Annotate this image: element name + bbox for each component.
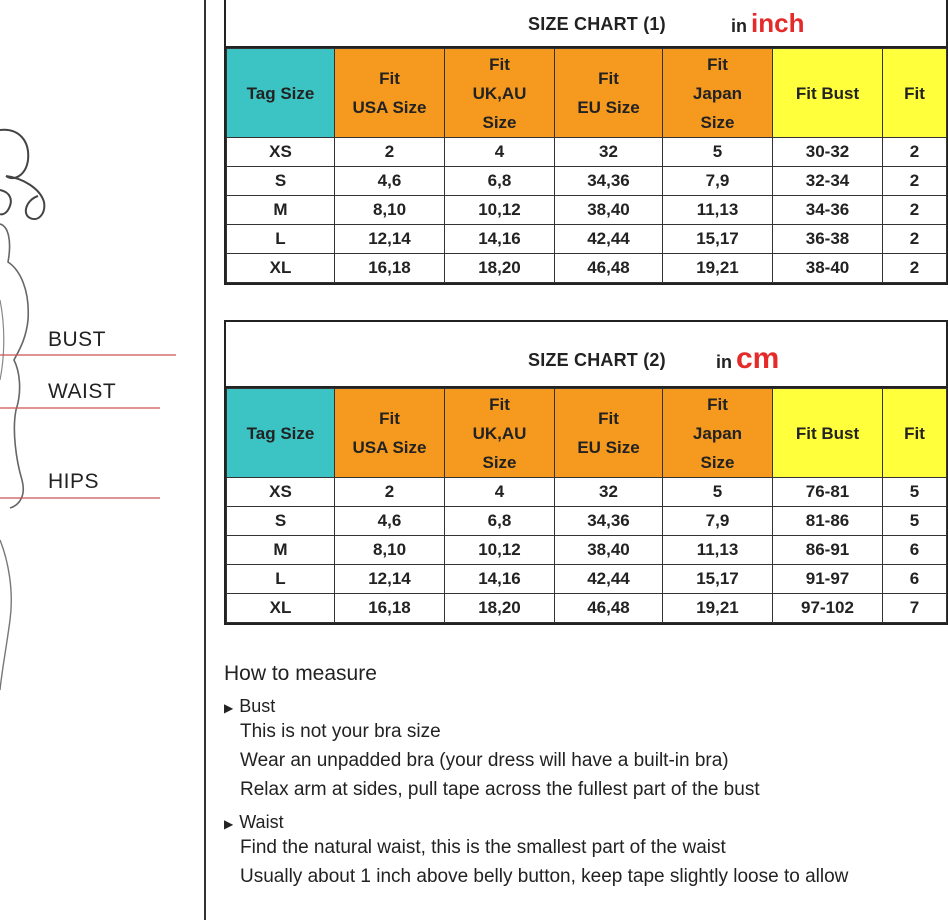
hips-label: HIPS — [48, 470, 100, 493]
table-cell: 12,14 — [335, 225, 445, 254]
table-cell: 5 — [663, 478, 773, 507]
table-cell: 2 — [335, 138, 445, 167]
column-header — [335, 49, 445, 138]
table-cell: 14,16 — [445, 225, 555, 254]
column-header-line: Fit — [707, 394, 728, 414]
table-cell: 2 — [883, 254, 947, 283]
table-cell: 4 — [445, 138, 555, 167]
chart-title: SIZE CHART (2) — [528, 350, 666, 370]
table-cell: 32 — [555, 138, 663, 167]
size-table — [226, 388, 947, 623]
table-row — [227, 196, 947, 225]
table-cell: 46,48 — [555, 254, 663, 283]
column-header-line: UK,AU — [472, 83, 527, 103]
table-cell: 6,8 — [445, 507, 555, 536]
header-row — [227, 49, 947, 138]
waist-bullet-label: Waist — [239, 812, 284, 832]
table-cell: 32-34 — [773, 167, 883, 196]
column-header — [555, 389, 663, 478]
bust-label: BUST — [48, 328, 107, 351]
how-to-measure-section — [224, 662, 924, 891]
table-cell: S — [227, 507, 335, 536]
table-cell: 18,20 — [445, 594, 555, 623]
table-cell: 30-32 — [773, 138, 883, 167]
column-header — [227, 49, 335, 138]
table-cell: 6 — [883, 565, 947, 594]
table-cell: 6 — [883, 536, 947, 565]
table-cell: 4 — [445, 478, 555, 507]
table-cell: 76-81 — [773, 478, 883, 507]
table-row — [227, 225, 947, 254]
column-header-line: Fit — [904, 423, 925, 443]
table-cell: 38,40 — [555, 536, 663, 565]
column-header-line: Tag Size — [246, 423, 315, 443]
column-header-line: Fit Bust — [795, 83, 860, 103]
how-to-measure-heading: How to measure — [224, 662, 377, 685]
column-header — [773, 49, 883, 138]
size-chart-cm — [224, 320, 948, 625]
chart-title-row — [226, 0, 946, 48]
chart-title-row — [226, 322, 946, 388]
bust-line: This is not your bra size — [240, 721, 441, 742]
column-header-line: Fit — [598, 409, 619, 428]
size-table — [226, 48, 947, 283]
table-cell: 4,6 — [335, 507, 445, 536]
table-cell: 34-36 — [773, 196, 883, 225]
table-cell: 2 — [883, 196, 947, 225]
table-cell: XL — [227, 254, 335, 283]
table-row — [227, 167, 947, 196]
unit-prefix: in — [731, 16, 747, 36]
column-header-line: USA Size — [352, 438, 427, 457]
column-header — [227, 389, 335, 478]
bust-bullet — [224, 696, 924, 717]
table-cell: 2 — [883, 167, 947, 196]
table-cell: 15,17 — [663, 565, 773, 594]
column-header — [445, 49, 555, 138]
table-row — [227, 138, 947, 167]
column-header — [445, 389, 555, 478]
table-cell: 81-86 — [773, 507, 883, 536]
table-cell: 42,44 — [555, 225, 663, 254]
table-cell: 10,12 — [445, 536, 555, 565]
table-cell: 8,10 — [335, 536, 445, 565]
body-figure-illustration — [0, 0, 205, 920]
table-cell: 32 — [555, 478, 663, 507]
chart-title: SIZE CHART (1) — [528, 14, 666, 34]
table-row — [227, 478, 947, 507]
table-cell: S — [227, 167, 335, 196]
table-cell: M — [227, 196, 335, 225]
table-cell: XL — [227, 594, 335, 623]
bust-line: Wear an unpadded bra (your dress will have a built-in bra) — [240, 750, 729, 771]
table-cell: 34,36 — [555, 507, 663, 536]
column-header — [335, 389, 445, 478]
column-header-line: Fit — [707, 54, 728, 74]
table-row — [227, 536, 947, 565]
table-cell: 7,9 — [663, 167, 773, 196]
table-cell: 38,40 — [555, 196, 663, 225]
table-cell: XS — [227, 138, 335, 167]
column-header — [663, 49, 773, 138]
table-cell: 36-38 — [773, 225, 883, 254]
column-header-line: Fit — [598, 69, 619, 88]
table-cell: 16,18 — [335, 594, 445, 623]
column-header-line: Fit — [904, 83, 925, 103]
column-header-line: Japan — [692, 423, 743, 443]
column-header-line: Size — [482, 452, 517, 472]
chart-unit — [716, 342, 779, 376]
table-cell: L — [227, 565, 335, 594]
table-cell: 19,21 — [663, 254, 773, 283]
chart-unit — [731, 8, 804, 39]
column-header-line: EU Size — [577, 438, 640, 457]
waist-line: Find the natural waist, this is the smallest part of the waist — [240, 837, 726, 858]
table-row — [227, 565, 947, 594]
table-cell: 15,17 — [663, 225, 773, 254]
column-header-line: Size — [482, 112, 517, 132]
table-row — [227, 254, 947, 283]
table-cell: 97-102 — [773, 594, 883, 623]
table-cell: 38-40 — [773, 254, 883, 283]
unit-word: cm — [736, 342, 780, 375]
bust-line: Relax arm at sides, pull tape across the fullest part of the bust — [240, 779, 760, 800]
column-header-line: UK,AU — [472, 423, 527, 443]
table-cell: 46,48 — [555, 594, 663, 623]
table-cell: M — [227, 536, 335, 565]
waist-line: Usually about 1 inch above belly button, keep tape slightly loose to allow — [240, 866, 849, 887]
column-header-line: Fit — [489, 54, 510, 74]
table-cell: 14,16 — [445, 565, 555, 594]
column-header — [555, 49, 663, 138]
column-header — [883, 389, 947, 478]
table-cell: 91-97 — [773, 565, 883, 594]
table-row — [227, 507, 947, 536]
column-header — [773, 389, 883, 478]
table-cell: 11,13 — [663, 536, 773, 565]
triangle-bullet-icon: ▶ — [224, 817, 234, 831]
body-figure-panel — [0, 0, 205, 920]
table-cell: 5 — [663, 138, 773, 167]
column-header-line: Fit — [489, 394, 510, 414]
table-cell: 2 — [883, 138, 947, 167]
table-cell: 19,21 — [663, 594, 773, 623]
table-cell: 7,9 — [663, 507, 773, 536]
table-cell: 6,8 — [445, 167, 555, 196]
table-cell: 10,12 — [445, 196, 555, 225]
waist-bullet — [224, 812, 924, 833]
column-header — [663, 389, 773, 478]
panel-divider — [204, 0, 206, 920]
column-header-line: Tag Size — [246, 83, 315, 103]
column-header-line: Fit — [379, 409, 400, 428]
column-header-line: EU Size — [577, 98, 640, 117]
header-row — [227, 389, 947, 478]
table-cell: 5 — [883, 478, 947, 507]
table-cell: 86-91 — [773, 536, 883, 565]
column-header-line: Fit — [379, 69, 400, 88]
column-header-line: Fit Bust — [795, 423, 860, 443]
unit-word: inch — [751, 8, 805, 38]
table-cell: 8,10 — [335, 196, 445, 225]
table-cell: 7 — [883, 594, 947, 623]
triangle-bullet-icon: ▶ — [224, 701, 234, 715]
waist-label: WAIST — [48, 380, 117, 403]
table-cell: 11,13 — [663, 196, 773, 225]
column-header — [883, 49, 947, 138]
bust-bullet-label: Bust — [239, 696, 276, 716]
table-cell: 2 — [883, 225, 947, 254]
table-cell: 42,44 — [555, 565, 663, 594]
table-cell: 4,6 — [335, 167, 445, 196]
table-cell: 16,18 — [335, 254, 445, 283]
table-cell: 2 — [335, 478, 445, 507]
table-row — [227, 594, 947, 623]
column-header-line: Size — [700, 452, 735, 472]
table-cell: XS — [227, 478, 335, 507]
column-header-line: Size — [700, 112, 735, 132]
table-cell: 12,14 — [335, 565, 445, 594]
table-cell: 18,20 — [445, 254, 555, 283]
column-header-line: Japan — [692, 83, 743, 103]
size-chart-inch — [224, 0, 948, 285]
table-cell: L — [227, 225, 335, 254]
table-cell: 5 — [883, 507, 947, 536]
column-header-line: USA Size — [352, 98, 427, 117]
unit-prefix: in — [716, 352, 732, 372]
table-cell: 34,36 — [555, 167, 663, 196]
